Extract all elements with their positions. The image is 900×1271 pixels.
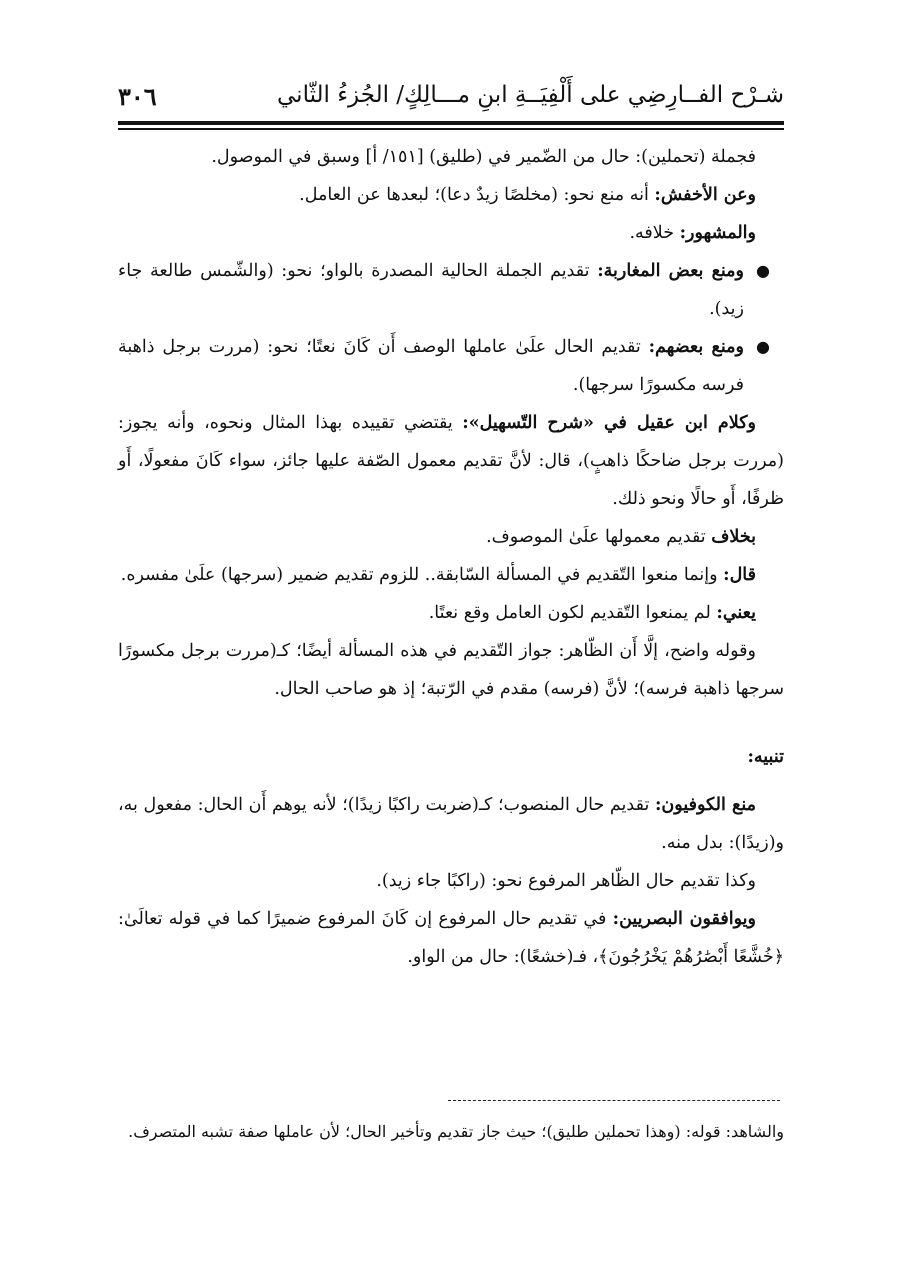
paragraph-text: أنه منع نحو: (مخلصًا زيدٌ دعا)؛ لبعدها عن العامل.	[299, 185, 655, 205]
paragraph	[118, 900, 784, 976]
paragraph: وقوله واضح، إلَّا أَن الظّاهر: جواز التّقديم في هذه المسألة أيضًا؛ كـ(مررت برجل مكسورًا سرجها ذاهبة فرسه)؛ لأنَّ (فرسه) مقدم في الرّتبة؛ إذ هو صاحب الحال.	[118, 641, 784, 699]
paragraph	[118, 176, 784, 214]
bold-lead: ومنع بعض المغاربة:	[597, 261, 745, 281]
page-header	[118, 70, 784, 122]
page-number: ٣٠٦	[118, 82, 157, 111]
paragraph	[118, 594, 784, 632]
paragraph-text: تقديم حال المنصوب؛ كـ(ضربت راكبًا زيدًا)؛ لأنه يوهم أَن الحال: مفعول به، و(زيدًا): بدل منه.	[118, 795, 784, 853]
header-rule-thin	[118, 128, 784, 130]
paragraph-text: يقتضي تقييده بهذا المثال ونحوه، وأنه يجوز: (مررت برجل ضاحكًا ذاهبٍ)، قال: لأنَّ تقديم معمول الصّفة عليها جائز، سواء كَانَ مفعولًا، أَو ظرفًا، أَو حالًا ونحو ذلك.	[118, 413, 784, 509]
bold-lead: وعن الأخفش:	[654, 185, 756, 205]
bold-lead: قال:	[723, 565, 756, 585]
footnote-separator	[448, 1100, 780, 1101]
header-rule-thick	[118, 121, 784, 125]
paragraph	[118, 556, 784, 594]
bold-lead: يعني:	[716, 603, 756, 623]
section-heading: تنبيه:	[747, 747, 784, 767]
book-title: شـرْح الفــارِضِي على أَلْفِيَــةِ ابنِ مـــالِكٍ/ الجُزءُ الثّاني	[277, 82, 784, 108]
paragraph	[118, 214, 784, 252]
paragraph: وكذا تقديم حال الظّاهر المرفوع نحو: (راكبًا جاء زيد).	[376, 871, 756, 891]
paragraph-text: وإنما منعوا التّقديم في المسألة السّابقة.. للزوم تقديم ضمير (سرجها) علَىٰ مفسره.	[120, 565, 724, 585]
bullet-text: تقديم الجملة الحالية المصدرة بالواو؛ نحو: (والشّمس طالعة جاء زيد).	[118, 261, 744, 319]
footnote	[118, 1116, 784, 1148]
bullet-item	[118, 252, 784, 328]
bold-lead: ومنع بعضهم:	[648, 337, 744, 357]
bold-lead: والمشهور:	[679, 223, 756, 243]
bullet-list	[118, 252, 784, 404]
paragraph	[118, 786, 784, 862]
main-text	[118, 138, 784, 976]
paragraph: فجملة (تحملين): حال من الضّمير في (طليق) [١٥١/ أ] وسبق في الموصول.	[211, 147, 756, 167]
bold-lead: وكلام ابن عقيل في «شرح التّسهيل»:	[462, 413, 756, 433]
bullet-item	[118, 328, 784, 404]
paragraph	[118, 404, 784, 518]
bold-lead: بخلاف	[711, 527, 756, 547]
paragraph-text: في تقديم حال المرفوع إن كَانَ المرفوع ضميرًا كما في قوله تعالَىٰ: ﴿خُشَّعًا أَبْصَٰرُهُمْ يَخْرُجُونَ﴾، فـ(خشعًا): حال من الواو.	[118, 909, 784, 967]
paragraph-text: لم يمنعوا التّقديم لكون العامل وقع نعتًا.	[428, 603, 717, 623]
bullet-icon: ●	[756, 337, 770, 356]
paragraph-text: خلافه.	[629, 223, 680, 243]
bullet-text: تقديم الحال علَىٰ عاملها الوصف أَن كَانَ نعتًا؛ نحو: (مررت برجل ذاهبة فرسه مكسورًا سرجها).	[118, 337, 744, 395]
bold-lead: ويوافقون البصريين:	[612, 909, 756, 929]
paragraph	[118, 518, 784, 556]
bold-lead: منع الكوفيون:	[654, 795, 756, 815]
footnote-text: والشاهد: قوله: (وهذا تحملين طليق)؛ حيث جاز تقديم وتأخير الحال؛ لأن عاملها صفة تشبه المتصرف.	[128, 1122, 784, 1141]
paragraph-text: تقديم معمولها علَىٰ الموصوف.	[486, 527, 712, 547]
bullet-icon: ●	[756, 261, 770, 280]
